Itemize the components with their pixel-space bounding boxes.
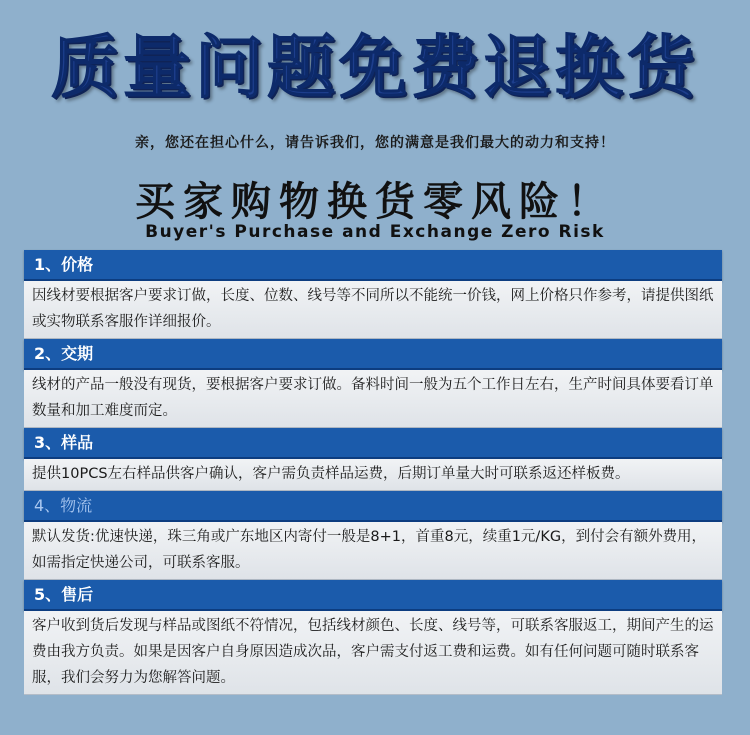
banner-title: 质量问题免费退换货 [50, 29, 699, 108]
section-body-logistics: 默认发货:优速快递，珠三角或广东地区内寄付一般是8+1，首重8元，续重1元/KG，到付会有额外费用，如需指定快递公司，可联系客服。 [24, 522, 722, 580]
section-logistics [24, 491, 722, 580]
section-body-delivery: 线材的产品一般没有现货，要根据客户要求订做。备料时间一般为五个工作日左右，生产时间具体要看订单数量和加工难度而定。 [24, 370, 722, 428]
section-body-after-sales: 客户收到货后发现与样品或图纸不符情况，包括线材颜色、长度、线号等，可联系客服返工，期间产生的运费由我方负责。如果是因客户自身原因造成次品，客户需支付返工费和运费。如有任何问题可随时联系客服，我们会努力为您解答问题。 [24, 611, 722, 695]
section-after-sales [24, 580, 722, 695]
section-samples [24, 428, 722, 491]
section-header-logistics: 4、物流 [24, 491, 722, 522]
section-header-delivery: 2、交期 [24, 339, 722, 370]
section-header-samples: 3、样品 [24, 428, 722, 459]
section-price [24, 250, 722, 339]
headline: 买家购物换货零风险！ [135, 179, 615, 225]
section-header-price: 1、价格 [24, 250, 722, 281]
section-header-after-sales: 5、售后 [24, 580, 722, 611]
section-body-price: 因线材要根据客户要求订做，长度、位数、线号等不同所以不能统一价钱，网上价格只作参考，请提供图纸或实物联系客服作详细报价。 [24, 281, 722, 339]
sub-message: 亲，您还在担心什么，请告诉我们，您的满意是我们最大的动力和支持！ [135, 135, 615, 151]
section-body-samples: 提供10PCS左右样品供客户确认，客户需负责样品运费，后期订单量大时可联系返还样板费。 [24, 459, 722, 491]
policy-sections [24, 250, 722, 695]
headline-english: Buyer's Purchase and Exchange Zero Risk [145, 222, 605, 242]
section-delivery [24, 339, 722, 428]
